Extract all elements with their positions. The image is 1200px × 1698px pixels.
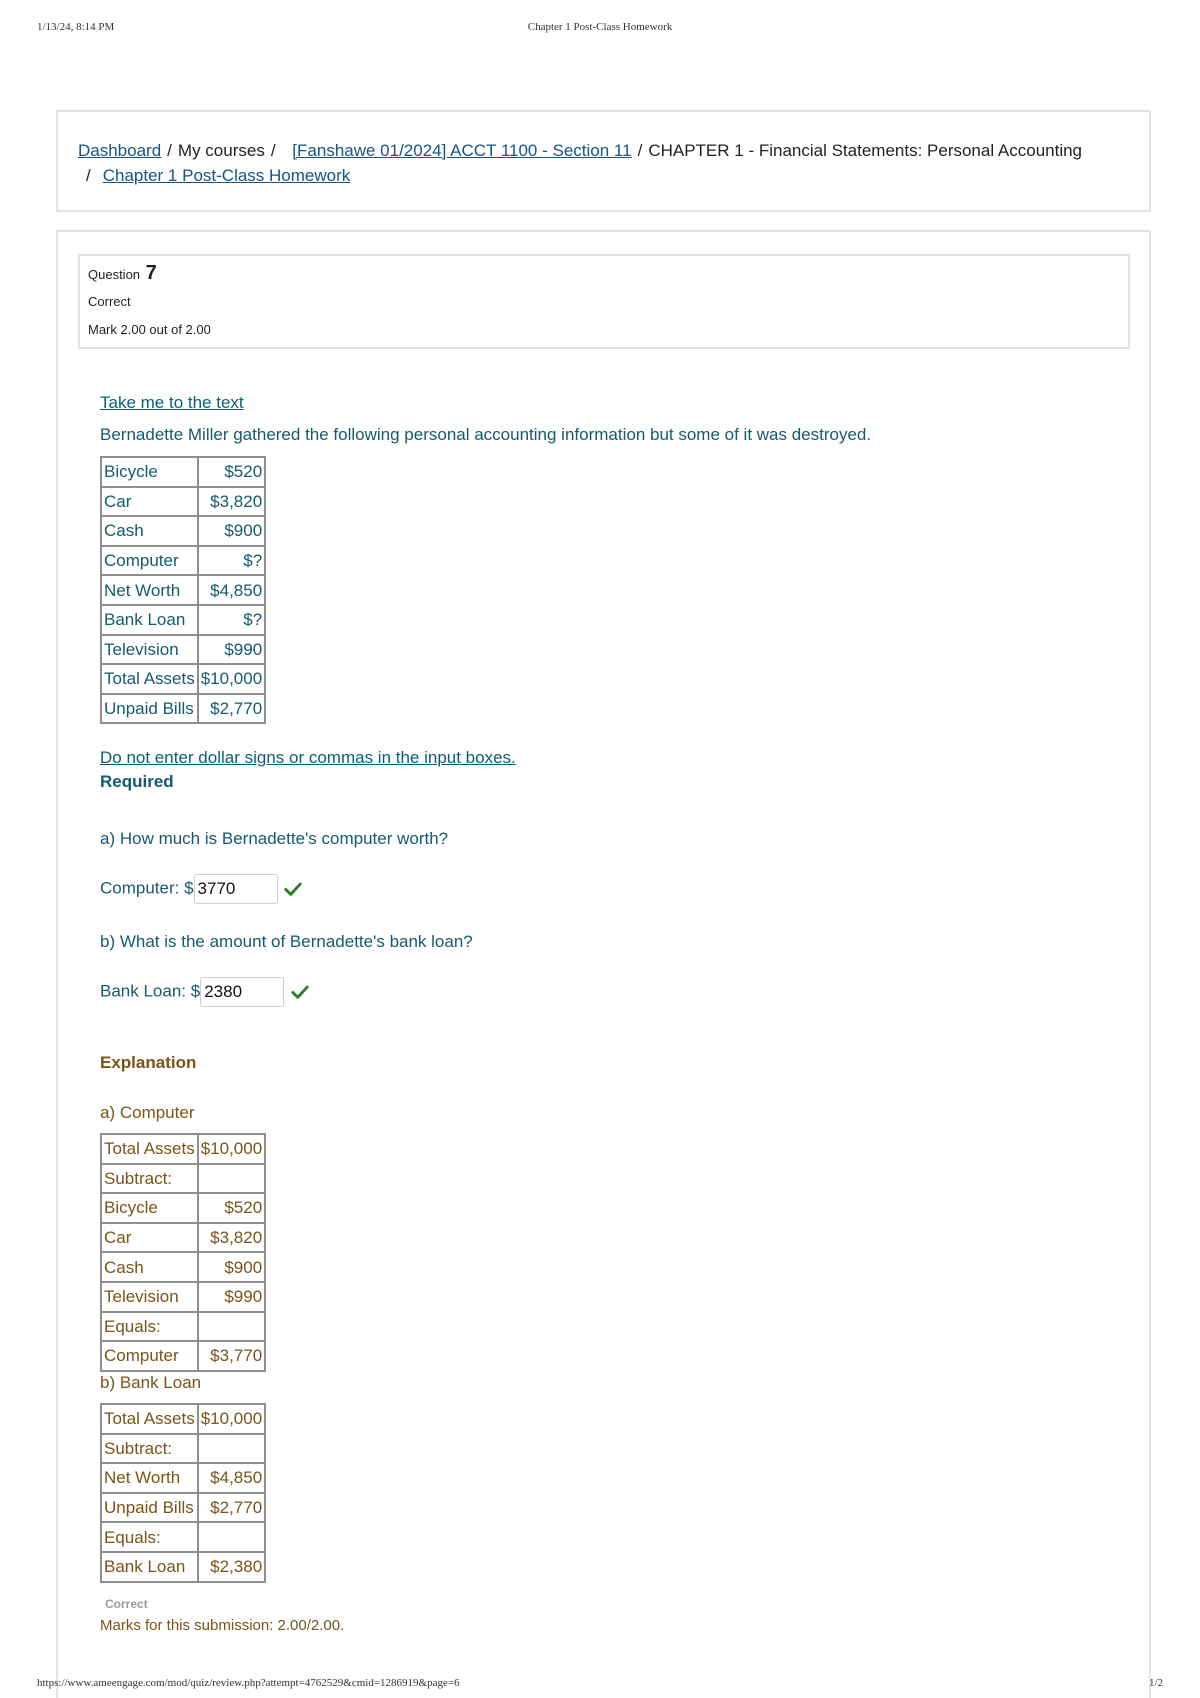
table-row bbox=[101, 1134, 265, 1164]
table-row bbox=[101, 1463, 265, 1493]
table-cell-value bbox=[198, 1522, 265, 1552]
computer-answer-input[interactable]: 3770 bbox=[194, 874, 278, 904]
table-row bbox=[101, 457, 265, 487]
breadcrumb-chapter: CHAPTER 1 - Financial Statements: Personal Accounting bbox=[648, 141, 1083, 160]
part-b-prompt: b) What is the amount of Bernadette's bank loan? bbox=[100, 932, 473, 951]
table-cell-label: Unpaid Bills bbox=[101, 694, 198, 724]
explanation-b-table bbox=[100, 1403, 266, 1583]
table-cell-label: Bank Loan bbox=[101, 1552, 198, 1582]
table-cell-value: $2,380 bbox=[198, 1552, 265, 1582]
table-cell-value: $3,820 bbox=[198, 487, 265, 517]
table-cell-value: $3,820 bbox=[198, 1223, 265, 1253]
table-row bbox=[101, 1434, 265, 1464]
table-row bbox=[101, 1282, 265, 1312]
table-cell-value: $520 bbox=[198, 457, 265, 487]
table-row bbox=[101, 605, 265, 635]
table-cell-label: Total Assets bbox=[101, 1404, 198, 1434]
explanation-a-heading: a) Computer bbox=[100, 1103, 195, 1122]
table-row bbox=[101, 1252, 265, 1282]
print-footer bbox=[0, 1677, 1200, 1693]
correct-check-icon bbox=[284, 880, 302, 898]
table-cell-value: $? bbox=[198, 605, 265, 635]
question-data-table bbox=[100, 456, 266, 724]
correct-check-icon bbox=[291, 983, 309, 1001]
table-cell-value: $3,770 bbox=[198, 1341, 265, 1371]
breadcrumb-separator: / bbox=[167, 141, 172, 160]
print-url: https://www.ameengage.com/mod/quiz/review.php?attempt=4762529&cmid=1286919&page=6 bbox=[37, 1677, 460, 1689]
part-a-answer-row bbox=[100, 874, 302, 904]
breadcrumb-my-courses: My courses bbox=[177, 141, 265, 160]
breadcrumb-dashboard-link[interactable]: Dashboard bbox=[78, 141, 162, 160]
breadcrumb-container bbox=[56, 110, 1151, 212]
table-row bbox=[101, 1552, 265, 1582]
table-cell-value: $900 bbox=[198, 516, 265, 546]
table-cell-label: Subtract: bbox=[101, 1434, 198, 1464]
table-cell-value bbox=[198, 1312, 265, 1342]
outcome-status: Correct bbox=[105, 1597, 148, 1611]
table-cell-label: Cash bbox=[101, 1252, 198, 1282]
question-info bbox=[78, 254, 1130, 349]
table-cell-value: $900 bbox=[198, 1252, 265, 1282]
table-cell-label: Equals: bbox=[101, 1522, 198, 1552]
breadcrumb bbox=[78, 138, 1128, 188]
table-cell-value bbox=[198, 1434, 265, 1464]
table-row bbox=[101, 664, 265, 694]
part-a-prompt: a) How much is Bernadette's computer worth? bbox=[100, 829, 449, 848]
table-cell-value: $520 bbox=[198, 1193, 265, 1223]
table-row bbox=[101, 1404, 265, 1434]
table-cell-value: $10,000 bbox=[198, 664, 265, 694]
table-cell-value: $10,000 bbox=[198, 1404, 265, 1434]
table-cell-value: $10,000 bbox=[198, 1134, 265, 1164]
table-cell-label: Computer bbox=[101, 546, 198, 576]
table-cell-label: Cash bbox=[101, 516, 198, 546]
table-cell-label: Total Assets bbox=[101, 664, 198, 694]
table-cell-label: Unpaid Bills bbox=[101, 1493, 198, 1523]
table-cell-label: Total Assets bbox=[101, 1134, 198, 1164]
breadcrumb-separator: / bbox=[86, 166, 91, 185]
table-row bbox=[101, 575, 265, 605]
breadcrumb-separator: / bbox=[637, 141, 643, 160]
table-cell-label: Car bbox=[101, 1223, 198, 1253]
table-row bbox=[101, 1312, 265, 1342]
part-a-label: Computer: $ bbox=[100, 878, 194, 898]
table-cell-label: Car bbox=[101, 487, 198, 517]
print-header bbox=[0, 21, 1200, 37]
explanation-b-heading: b) Bank Loan bbox=[100, 1373, 202, 1392]
question-state: Correct bbox=[88, 294, 131, 309]
table-cell-label: Subtract: bbox=[101, 1164, 198, 1194]
table-cell-label: Bank Loan bbox=[101, 605, 198, 635]
print-title: Chapter 1 Post-Class Homework bbox=[527, 21, 673, 33]
table-cell-label: Computer bbox=[101, 1341, 198, 1371]
table-cell-value: $990 bbox=[198, 1282, 265, 1312]
table-row bbox=[101, 1223, 265, 1253]
bank-loan-answer-input[interactable]: 2380 bbox=[200, 977, 284, 1007]
question-intro: Bernadette Miller gathered the following personal accounting information but some of it was destroyed. bbox=[100, 425, 872, 444]
breadcrumb-homework-link[interactable]: Chapter 1 Post-Class Homework bbox=[102, 166, 351, 185]
part-b-label: Bank Loan: $ bbox=[100, 981, 201, 1001]
explanation-a-table bbox=[100, 1133, 266, 1372]
table-cell-value: $4,850 bbox=[198, 575, 265, 605]
table-row bbox=[101, 1493, 265, 1523]
part-b-answer-row bbox=[100, 977, 309, 1007]
question-label: Question bbox=[88, 267, 141, 282]
table-cell-label: Bicycle bbox=[101, 457, 198, 487]
table-cell-label: Television bbox=[101, 1282, 198, 1312]
table-cell-value: $? bbox=[198, 546, 265, 576]
print-page-number: 1/2 bbox=[1148, 1677, 1163, 1689]
table-row bbox=[101, 635, 265, 665]
table-row bbox=[101, 1341, 265, 1371]
take-me-to-text-link[interactable]: Take me to the text bbox=[100, 393, 244, 412]
table-cell-label: Television bbox=[101, 635, 198, 665]
table-cell-label: Net Worth bbox=[101, 1463, 198, 1493]
explanation-title: Explanation bbox=[100, 1053, 197, 1072]
required-heading: Required bbox=[100, 772, 174, 791]
table-cell-label: Bicycle bbox=[101, 1193, 198, 1223]
instruction-link[interactable]: Do not enter dollar signs or commas in the input boxes. bbox=[100, 748, 516, 767]
table-cell-value: $4,850 bbox=[198, 1463, 265, 1493]
question-number-value: 7 bbox=[145, 262, 157, 284]
table-row bbox=[101, 694, 265, 724]
breadcrumb-course-link[interactable]: [Fanshawe 01/2024] ACCT 1100 - Section 11 bbox=[292, 141, 632, 160]
print-datetime: 1/13/24, 8:14 PM bbox=[37, 21, 115, 33]
table-row bbox=[101, 1193, 265, 1223]
table-row bbox=[101, 487, 265, 517]
table-cell-value: $2,770 bbox=[198, 694, 265, 724]
table-row bbox=[101, 1164, 265, 1194]
question-grade: Mark 2.00 out of 2.00 bbox=[88, 322, 211, 337]
table-cell-value: $2,770 bbox=[198, 1493, 265, 1523]
table-cell-label: Net Worth bbox=[101, 575, 198, 605]
submission-marks: Marks for this submission: 2.00/2.00. bbox=[100, 1617, 345, 1634]
table-row bbox=[101, 546, 265, 576]
table-cell-value bbox=[198, 1164, 265, 1194]
table-row bbox=[101, 1522, 265, 1552]
breadcrumb-separator: / bbox=[270, 141, 276, 160]
question-number bbox=[88, 262, 157, 285]
table-cell-label: Equals: bbox=[101, 1312, 198, 1342]
table-cell-value: $990 bbox=[198, 635, 265, 665]
table-row bbox=[101, 516, 265, 546]
